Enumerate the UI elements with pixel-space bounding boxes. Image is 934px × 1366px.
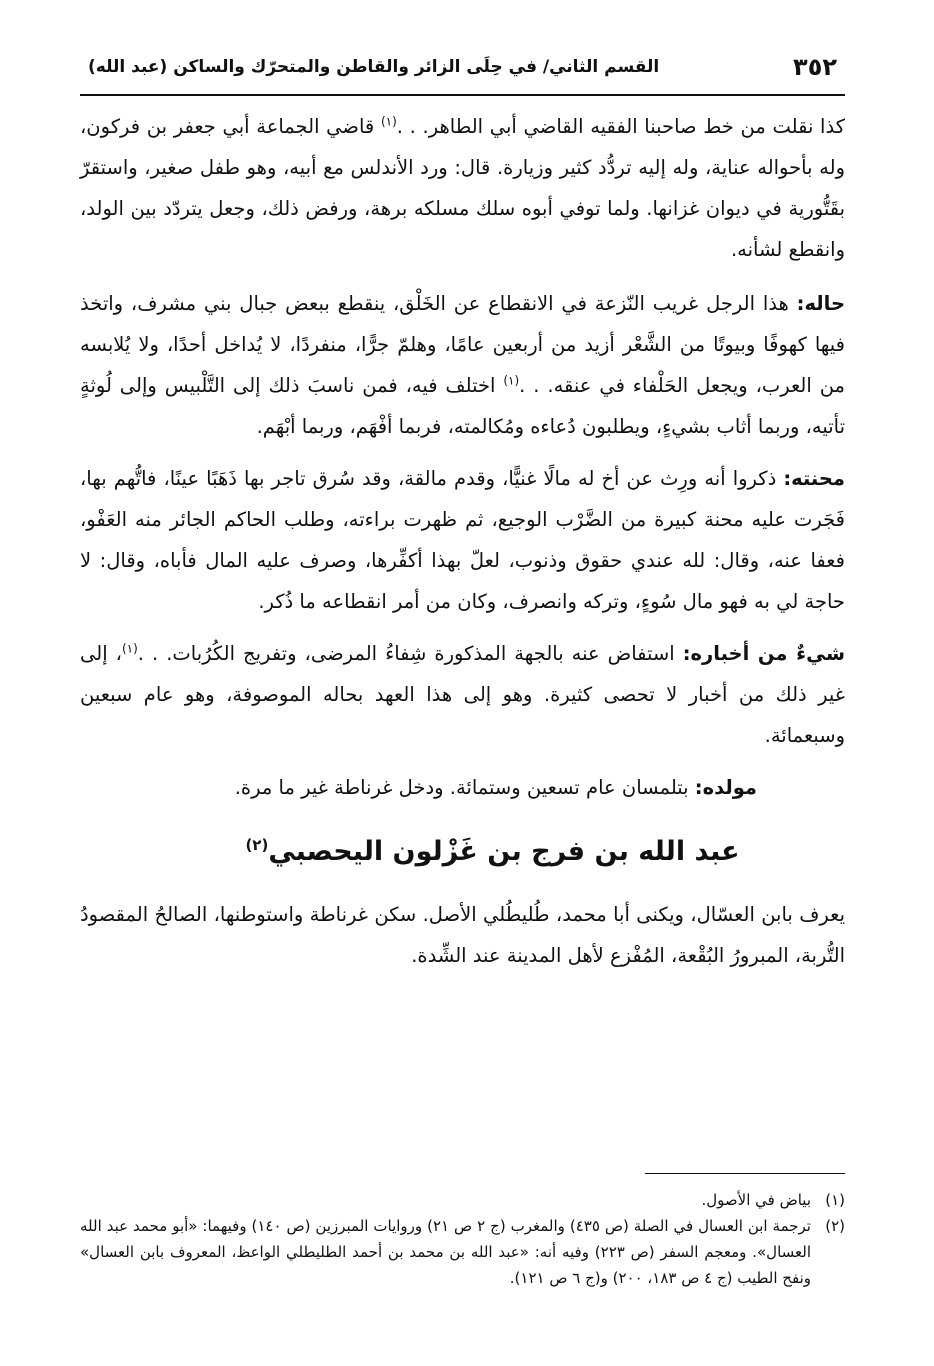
paragraph-text: كذا نقلت من خط صاحبنا الفقيه القاضي أبي الطاهر. . .	[396, 115, 845, 138]
footnote-item	[80, 1213, 845, 1291]
book-page	[80, 40, 845, 1330]
footnotes	[80, 1187, 845, 1291]
section-lead: محنته:	[783, 467, 845, 490]
paragraph-text: يعرف بابن العسّال، ويكنى أبا محمد، طُليطُلي الأصل. سكن غرناطة واستوطنها، الصالحُ المقصودُ التُّربة، المبرورُ البُقْعة، المُفْزع لأهل المدينة عند الشِّدة.	[80, 903, 845, 967]
paragraph-text: بتلمسان عام تسعين وستمائة. ودخل غرناطة غير ما مرة.	[234, 776, 695, 799]
main-text	[80, 106, 845, 987]
paragraph-text: اختلف فيه، فمن ناسبَ ذلك إلى التَّلْبيس وإلى لُوثةٍ تأتيه، وربما أثاب بشيءٍ، ويطلبون دُعاءه ومُكالمته، فربما أفْهَم، وربما أبْهَم.	[80, 374, 845, 438]
paragraph-text: استفاض عنه بالجهة المذكورة شِفاءُ المرضى، وتفريج الكُرُبات. . .	[137, 642, 683, 665]
page-number: ٣٥٢	[793, 53, 837, 81]
paragraph-haluh	[80, 283, 845, 447]
paragraph-entry	[80, 894, 845, 976]
footnote-item	[80, 1187, 845, 1213]
section-lead: شيءٌ من أخباره:	[682, 642, 845, 665]
section-lead: حاله:	[796, 292, 845, 315]
page-header	[80, 40, 845, 96]
footnote-marker[interactable]: (١)	[121, 641, 138, 656]
paragraph-akhbaruh	[80, 633, 845, 756]
paragraph-text: قاضي الجماعة أبي جعفر بن فركون، وله بأحواله عناية، وله إليه تردُّد كثير وزيارة. قال: ورد الأندلس مع أبيه، وهو طفل صغير، واستقرّ بقَتُّورية في ديوان غزانها. ولما توفي أبوه سلك مسلكه برهة، ورفض ذلك، وجعل يتردّد بين الولد، وانقطع لشأنه.	[80, 115, 845, 261]
paragraph-intro	[80, 106, 845, 270]
footnote-marker[interactable]: (١)	[503, 373, 520, 388]
paragraph-mawliduh	[80, 767, 845, 808]
footnote-marker[interactable]: (٢)	[245, 836, 269, 854]
running-head: القسم الثاني/ في حِلَى الزائر والقاطن والمتحرّك والساكن (عبد الله)	[88, 57, 660, 77]
paragraph-text: هذا الرجل غريب النّزعة في الانقطاع عن الخَلْق، ينقطع ببعض جبال بني مشرف، واتخذ فيها كهوفًا وبيوتًا من الشَّعْر أزيد من أربعين عامًا، وهلمّ جرًّا، منفردًا، لا يُداخل أحدًا، ولا يُلابسه من العرب، ويجعل الحَلْفاء في عنقه. . .	[80, 292, 845, 397]
entry-heading	[80, 828, 845, 876]
footnote-number: (٢)	[825, 1217, 845, 1235]
footnote-text: ترجمة ابن العسال في الصلة (ص ٤٣٥) والمغرب (ج ٢ ص ٢١) وروايات المبرزين (ص ١٤٠) وفيهما: «أبو محمد عبد الله العسال». ومعجم السفر (ص ٢٢٣) وفيه أنه: «عبد الله بن محمد بن أحمد الطليطلي الواعظ، المعروف بابن العسال» ونفح الطيب (ج ٤ ص ١٨٣، ٢٠٠) و(ج ٦ ص ١٢١).	[80, 1217, 811, 1287]
footnote-marker[interactable]: (١)	[380, 114, 397, 129]
paragraph-mihnatuh	[80, 458, 845, 622]
entry-title: عبد الله بن فرج بن غَزْلون اليحصبي	[268, 836, 740, 867]
paragraph-text: ذكروا أنه ورِث عن أخ له مالًا غنيًّا، وقدم مالقة، وقد سُرق تاجر بها ذَهَبًا عينًا، فاتُّهم بها، فَجَرت عليه محنة كبيرة من الضَّرْب الوجيع، ثم ظهرت براءته، وطلب الحاكم الجائر منه العَفْو، فعفا عنه، وقال: لله عندي حقوق وذنوب، لعلّ بهذا أكفِّرها، وصرف عليه المال فأباه، وقال: لا حاجة لي به فهو مال سُوءٍ، وتركه وانصرف، وكان من أمر انقطاعه ما ذُكر.	[80, 467, 845, 613]
footnote-number: (١)	[825, 1191, 845, 1209]
section-lead: مولده:	[694, 776, 757, 799]
footnote-text: بياض في الأصول.	[701, 1191, 811, 1209]
footnote-divider	[645, 1173, 845, 1174]
paragraph-text: ، إلى غير ذلك من أخبار لا تحصى كثيرة. وهو إلى هذا العهد بحاله الموصوفة، وهو عام سبعين وسبعمائة.	[80, 642, 845, 747]
